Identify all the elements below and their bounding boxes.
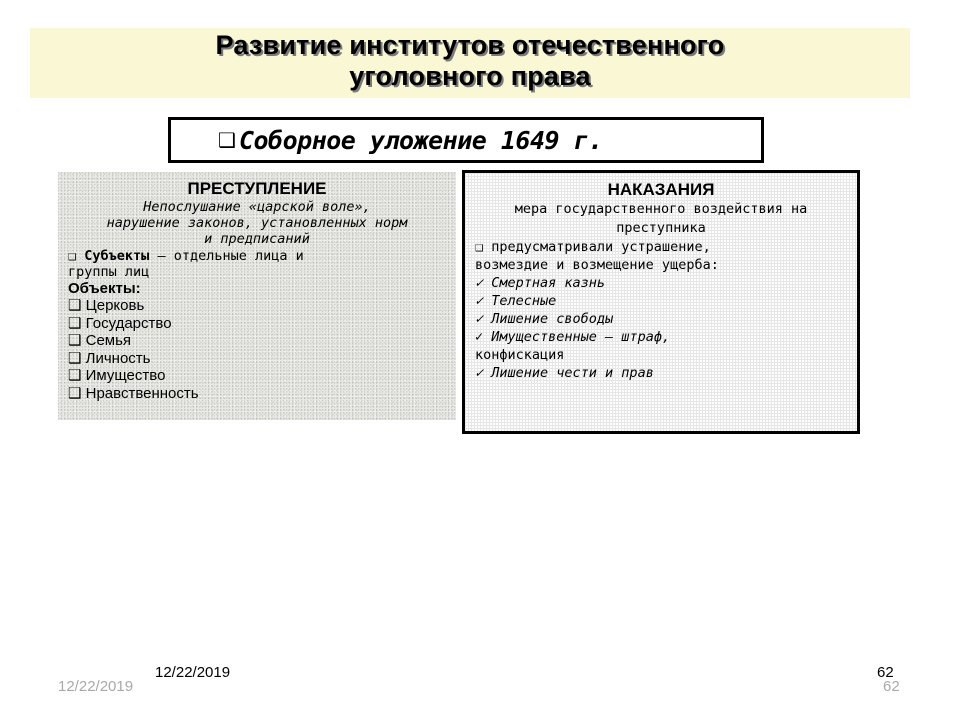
punishment-type: Лишение чести и прав — [491, 365, 654, 381]
checkbox-bullet-icon: ❑ — [68, 314, 86, 332]
list-item — [475, 292, 851, 310]
punishment-type: Лишение свободы — [491, 311, 614, 327]
punishment-panel — [462, 170, 860, 434]
list-item — [475, 274, 851, 292]
punishment-heading: НАКАЗАНИЯ — [607, 180, 715, 199]
object-label: Государство — [85, 314, 172, 332]
crime-panel — [58, 172, 456, 420]
checkbox-bullet-icon: ❑ — [68, 248, 77, 264]
code-title-box — [168, 117, 764, 163]
list-item — [475, 364, 851, 382]
objects-heading: Объекты: — [68, 280, 141, 297]
object-label: Церковь — [85, 297, 145, 314]
slide-title-line2: уголовного права — [349, 61, 591, 91]
subjects-label: Субъекты — [84, 248, 150, 264]
punishment-desc-line: преступника — [616, 220, 706, 236]
object-label: Имущество — [85, 367, 166, 384]
aims-line: возмездие и возмещение ущерба: — [475, 257, 719, 273]
crime-desc-line: и предписаний — [204, 231, 310, 247]
punishment-type: Имущественные — штраф, — [491, 329, 671, 345]
footer-date-placeholder: 12/22/2019 — [58, 678, 134, 695]
list-item — [68, 297, 456, 315]
list-item — [68, 367, 456, 385]
slide-title-line1: Развитие институтов отечественного — [215, 30, 725, 60]
checkmark-icon: ✓ — [475, 275, 492, 291]
list-item — [475, 328, 851, 364]
punishment-desc-line: мера государственного воздействия на — [514, 201, 808, 217]
checkmark-icon: ✓ — [475, 365, 492, 381]
object-label: Нравственность — [85, 384, 199, 402]
punishment-description — [465, 200, 857, 238]
subjects-text: – отдельные лица и — [149, 248, 304, 264]
checkbox-bullet-icon: ❑ — [68, 367, 86, 384]
checkmark-icon: ✓ — [475, 311, 492, 327]
footer-page-number: 62 — [877, 664, 894, 681]
crime-heading: ПРЕСТУПЛЕНИЕ — [187, 179, 327, 198]
object-label: Семья — [85, 332, 132, 349]
list-item — [68, 315, 456, 333]
checkbox-bullet-icon: ❑ — [68, 349, 86, 367]
code-title: Соборное уложение 1649 г. — [238, 125, 603, 155]
punishment-type: Смертная казнь — [491, 275, 606, 291]
crime-description — [58, 199, 456, 247]
subjects-text-cont: группы лиц — [68, 264, 150, 280]
checkbox-bullet-icon: ❑ — [68, 297, 86, 314]
punishment-type-cont: конфискация — [475, 347, 565, 363]
list-item — [68, 332, 456, 350]
aims-line: ❑ предусматривали устрашение, — [475, 239, 711, 255]
checkbox-bullet-icon: ❑ — [218, 128, 236, 152]
object-label: Личность — [85, 349, 151, 367]
crime-subjects — [68, 248, 456, 280]
checkbox-bullet-icon: ❑ — [68, 332, 86, 349]
punishment-aims — [475, 238, 851, 274]
punishment-type: Телесные — [491, 293, 557, 309]
crime-desc-line: нарушение законов, установленных норм — [106, 215, 408, 231]
checkbox-bullet-icon: ❑ — [68, 384, 86, 402]
footer-date: 12/22/2019 — [155, 664, 231, 681]
checkmark-icon: ✓ — [475, 329, 492, 345]
crime-desc-line: Непослушание «царской воле», — [143, 199, 371, 215]
list-item — [68, 350, 456, 368]
slide-title — [30, 30, 910, 92]
checkmark-icon: ✓ — [475, 293, 492, 309]
list-item — [475, 310, 851, 328]
list-item — [68, 385, 456, 403]
objects-list — [68, 297, 456, 402]
footer-page-number-placeholder: 62 — [883, 678, 900, 695]
